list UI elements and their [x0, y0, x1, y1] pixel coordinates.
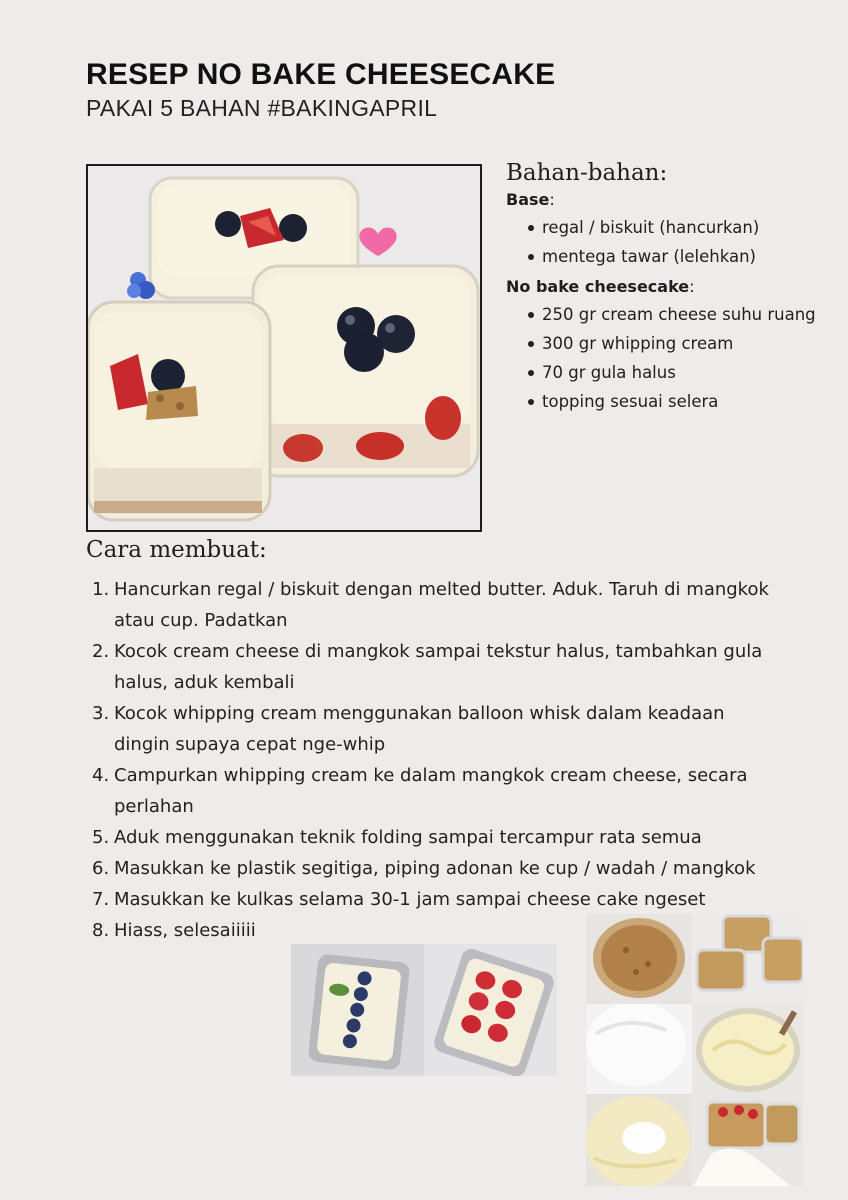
steps-list [92, 574, 822, 946]
recipe-title: RESEP NO BAKE CHEESECAKE [86, 58, 556, 91]
ingredient-group-base: Base: [506, 190, 555, 209]
steps-heading: Cara membuat: [86, 537, 267, 563]
step-item: 5. Aduk menggunakan teknik folding sampai tercampur rata semua [92, 827, 702, 848]
step-item: 8. Hiass, selesaiiiii [92, 920, 256, 941]
list-item: topping sesuai selera [528, 387, 836, 416]
list-item: 70 gr gula halus [528, 358, 836, 387]
list-item: mentega tawar (lelehkan) [528, 242, 836, 271]
ingredients-heading: Bahan-bahan: [506, 160, 668, 186]
cheesecake-cup-left [88, 302, 270, 520]
step-item: 3. Kocok whipping cream menggunakan balloon whisk dalam keadaan dingin supaya cepat nge-whip [92, 703, 725, 755]
step-item: 7. Masukkan ke kulkas selama 30-1 jam sampai cheese cake ngeset [92, 889, 706, 910]
step-item: 4. Campurkan whipping cream ke dalam mangkok cream cheese, secara perlahan [92, 765, 748, 817]
blueberry-tray-photo [291, 944, 424, 1076]
list-item: regal / biskuit (hancurkan) [528, 213, 836, 242]
strawberry-tray-photo [424, 944, 557, 1076]
recipe-subtitle: PAKAI 5 BAHAN #BAKINGAPRIL [86, 95, 438, 121]
cheesecake-ingredient-list [506, 300, 836, 416]
cream-cheese-bowl-photo [693, 1004, 803, 1094]
ingredients-section [506, 160, 836, 422]
crumb-cups-photo [693, 914, 803, 1004]
step-item: 1. Hancurkan regal / biskuit dengan melted butter. Aduk. Taruh di mangkok atau cup. Padatkan [92, 579, 769, 631]
base-ingredient-list [506, 213, 836, 271]
crumb-bowl-photo [586, 914, 692, 1004]
step-item: 2. Kocok cream cheese di mangkok sampai tekstur halus, tambahkan gula halus, aduk kembali [92, 641, 763, 693]
step-item: 6. Masukkan ke plastik segitiga, piping adonan ke cup / wadah / mangkok [92, 858, 756, 879]
folding-mixture-photo [586, 1094, 692, 1186]
list-item: 300 gr whipping cream [528, 329, 836, 358]
list-item: 250 gr cream cheese suhu ruang [528, 300, 836, 329]
main-cheesecake-photo [86, 164, 482, 532]
whipped-cream-photo [586, 1004, 692, 1094]
ingredient-group-cheesecake: No bake cheesecake: [506, 277, 695, 296]
piping-cups-photo [693, 1094, 803, 1186]
cheesecake-cup-right [253, 266, 478, 476]
